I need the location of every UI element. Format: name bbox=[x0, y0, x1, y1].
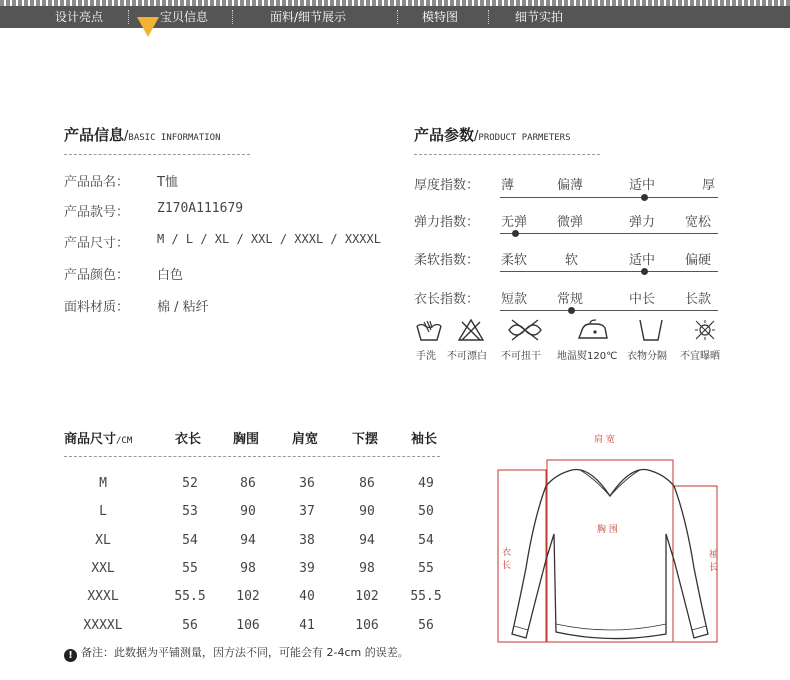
iron-low-heat-icon bbox=[576, 318, 610, 342]
wash-separately-icon bbox=[636, 318, 666, 342]
param-option: 适中 bbox=[629, 253, 656, 268]
size-value-cell: 37 bbox=[299, 504, 315, 519]
param-indicator-dot bbox=[512, 230, 519, 237]
size-col-header: 肩宽 bbox=[292, 432, 319, 447]
size-value-cell: 86 bbox=[359, 476, 375, 491]
care-label: 地温熨120℃ bbox=[557, 351, 618, 362]
care-label: 不宜曝晒 bbox=[680, 351, 720, 362]
care-label: 不可扭干 bbox=[501, 351, 541, 362]
size-label-cell: XL bbox=[95, 533, 111, 548]
param-option: 适中 bbox=[629, 178, 656, 193]
size-label-cell: L bbox=[99, 504, 107, 519]
param-option: 薄 bbox=[501, 178, 515, 193]
size-col-header: 衣长 bbox=[175, 432, 202, 447]
param-indicator-dot bbox=[641, 194, 648, 201]
param-scale-line bbox=[500, 271, 718, 272]
param-option: 厚 bbox=[702, 178, 716, 193]
param-label-thickness: 厚度指数： bbox=[414, 178, 480, 193]
param-indicator-dot bbox=[641, 268, 648, 275]
param-option: 无弹 bbox=[501, 215, 528, 230]
size-value-cell: 56 bbox=[182, 618, 198, 633]
param-scale-line bbox=[500, 197, 718, 198]
param-label-length: 衣长指数： bbox=[414, 292, 480, 307]
size-value-cell: 55 bbox=[182, 561, 198, 576]
info-label-style-number: 产品款号： bbox=[64, 205, 130, 220]
param-label-elasticity: 弹力指数： bbox=[414, 215, 480, 230]
info-value-material: 棉 / 粘纤 bbox=[157, 300, 209, 315]
size-value-cell: 106 bbox=[355, 618, 379, 633]
param-indicator-dot bbox=[568, 307, 575, 314]
size-value-cell: 55.5 bbox=[410, 589, 442, 604]
size-label-cell: M bbox=[99, 476, 107, 491]
size-value-cell: 52 bbox=[182, 476, 198, 491]
tab-design-highlights[interactable]: 设计亮点 bbox=[55, 10, 104, 24]
size-value-cell: 56 bbox=[418, 618, 434, 633]
info-label-color: 产品颜色： bbox=[64, 268, 130, 283]
info-label-sizes: 产品尺寸： bbox=[64, 236, 130, 251]
hand-wash-icon bbox=[414, 318, 444, 342]
size-label-cell: XXL bbox=[91, 561, 115, 576]
size-value-cell: 54 bbox=[182, 533, 198, 548]
param-option: 中长 bbox=[629, 292, 656, 307]
info-label-material: 面料材质： bbox=[64, 300, 130, 315]
top-nav bbox=[0, 6, 790, 28]
no-wring-icon bbox=[506, 318, 544, 342]
shoulder-width-label: 肩 宽 bbox=[594, 435, 615, 445]
nav-separator bbox=[128, 10, 129, 24]
chest-width-label: 胸 围 bbox=[597, 525, 618, 535]
param-scale-line bbox=[500, 310, 718, 311]
size-value-cell: 36 bbox=[299, 476, 315, 491]
param-option: 偏薄 bbox=[557, 178, 584, 193]
size-value-cell: 102 bbox=[355, 589, 379, 604]
size-value-cell: 55 bbox=[418, 561, 434, 576]
size-label-cell: XXXL bbox=[87, 589, 119, 604]
tab-fabric-details[interactable]: 面料/细节展示 bbox=[270, 10, 347, 24]
size-value-cell: 38 bbox=[299, 533, 315, 548]
info-label-name: 产品品名： bbox=[64, 175, 130, 190]
param-option: 常规 bbox=[557, 292, 584, 307]
care-label: 衣物分隔 bbox=[627, 351, 667, 362]
size-value-cell: 50 bbox=[418, 504, 434, 519]
param-option: 长款 bbox=[685, 292, 712, 307]
size-table-title: 商品尺寸/CM bbox=[64, 432, 133, 447]
size-value-cell: 98 bbox=[359, 561, 375, 576]
body-length-label: 衣 bbox=[502, 548, 512, 558]
care-label: 不可漂白 bbox=[447, 351, 487, 362]
param-option: 软 bbox=[565, 253, 579, 268]
size-value-cell: 90 bbox=[240, 504, 256, 519]
sleeve-length-label: 长 bbox=[709, 563, 719, 573]
info-value-name: T恤 bbox=[157, 175, 178, 190]
divider bbox=[64, 456, 440, 457]
sleeve-length-label: 袖 bbox=[709, 550, 719, 560]
tab-detail-photos[interactable]: 细节实拍 bbox=[515, 10, 564, 24]
size-value-cell: 86 bbox=[240, 476, 256, 491]
alert-icon: ! bbox=[64, 649, 77, 662]
size-value-cell: 55.5 bbox=[174, 589, 206, 604]
param-option: 宽松 bbox=[685, 215, 712, 230]
size-value-cell: 94 bbox=[240, 533, 256, 548]
size-value-cell: 98 bbox=[240, 561, 256, 576]
param-option: 弹力 bbox=[629, 215, 656, 230]
size-value-cell: 90 bbox=[359, 504, 375, 519]
product-info-heading: 产品信息/BASIC INFORMATION bbox=[64, 126, 221, 144]
tab-model-photos[interactable]: 模特图 bbox=[422, 10, 459, 24]
divider bbox=[64, 154, 250, 155]
info-value-sizes: M / L / XL / XXL / XXXL / XXXXL bbox=[157, 232, 381, 246]
info-value-color: 白色 bbox=[157, 268, 184, 283]
size-label-cell: XXXXL bbox=[83, 618, 123, 633]
size-value-cell: 94 bbox=[359, 533, 375, 548]
param-label-softness: 柔软指数： bbox=[414, 253, 480, 268]
size-value-cell: 39 bbox=[299, 561, 315, 576]
param-option: 柔软 bbox=[501, 253, 528, 268]
size-col-header: 下摆 bbox=[352, 432, 379, 447]
care-label: 手洗 bbox=[416, 351, 436, 362]
size-value-cell: 49 bbox=[418, 476, 434, 491]
tshirt-measurement-diagram bbox=[490, 448, 730, 652]
size-value-cell: 41 bbox=[299, 618, 315, 633]
size-value-cell: 40 bbox=[299, 589, 315, 604]
nav-separator bbox=[232, 10, 233, 24]
info-value-style-number: Z170A111679 bbox=[157, 201, 244, 216]
nav-separator bbox=[397, 10, 398, 24]
no-bleach-icon bbox=[456, 318, 486, 342]
param-option: 微弹 bbox=[557, 215, 584, 230]
no-sun-drying-icon bbox=[690, 318, 720, 342]
active-tab-arrow-icon bbox=[137, 17, 159, 37]
size-value-cell: 54 bbox=[418, 533, 434, 548]
param-scale-line bbox=[500, 233, 718, 234]
param-option: 偏硬 bbox=[685, 253, 712, 268]
size-value-cell: 102 bbox=[236, 589, 260, 604]
size-value-cell: 53 bbox=[182, 504, 198, 519]
body-length-label: 长 bbox=[502, 561, 512, 571]
size-value-cell: 106 bbox=[236, 618, 260, 633]
size-col-header: 袖长 bbox=[411, 432, 438, 447]
tab-product-info[interactable]: 宝贝信息 bbox=[160, 10, 209, 24]
param-option: 短款 bbox=[501, 292, 528, 307]
divider bbox=[414, 154, 600, 155]
size-note: ! 备注：此数据为平铺测量，因方法不同，可能会有 2-4cm 的误差。 bbox=[64, 644, 409, 662]
nav-separator bbox=[488, 10, 489, 24]
product-params-heading: 产品参数/PRODUCT PARMETERS bbox=[414, 126, 571, 144]
size-col-header: 胸围 bbox=[233, 432, 260, 447]
